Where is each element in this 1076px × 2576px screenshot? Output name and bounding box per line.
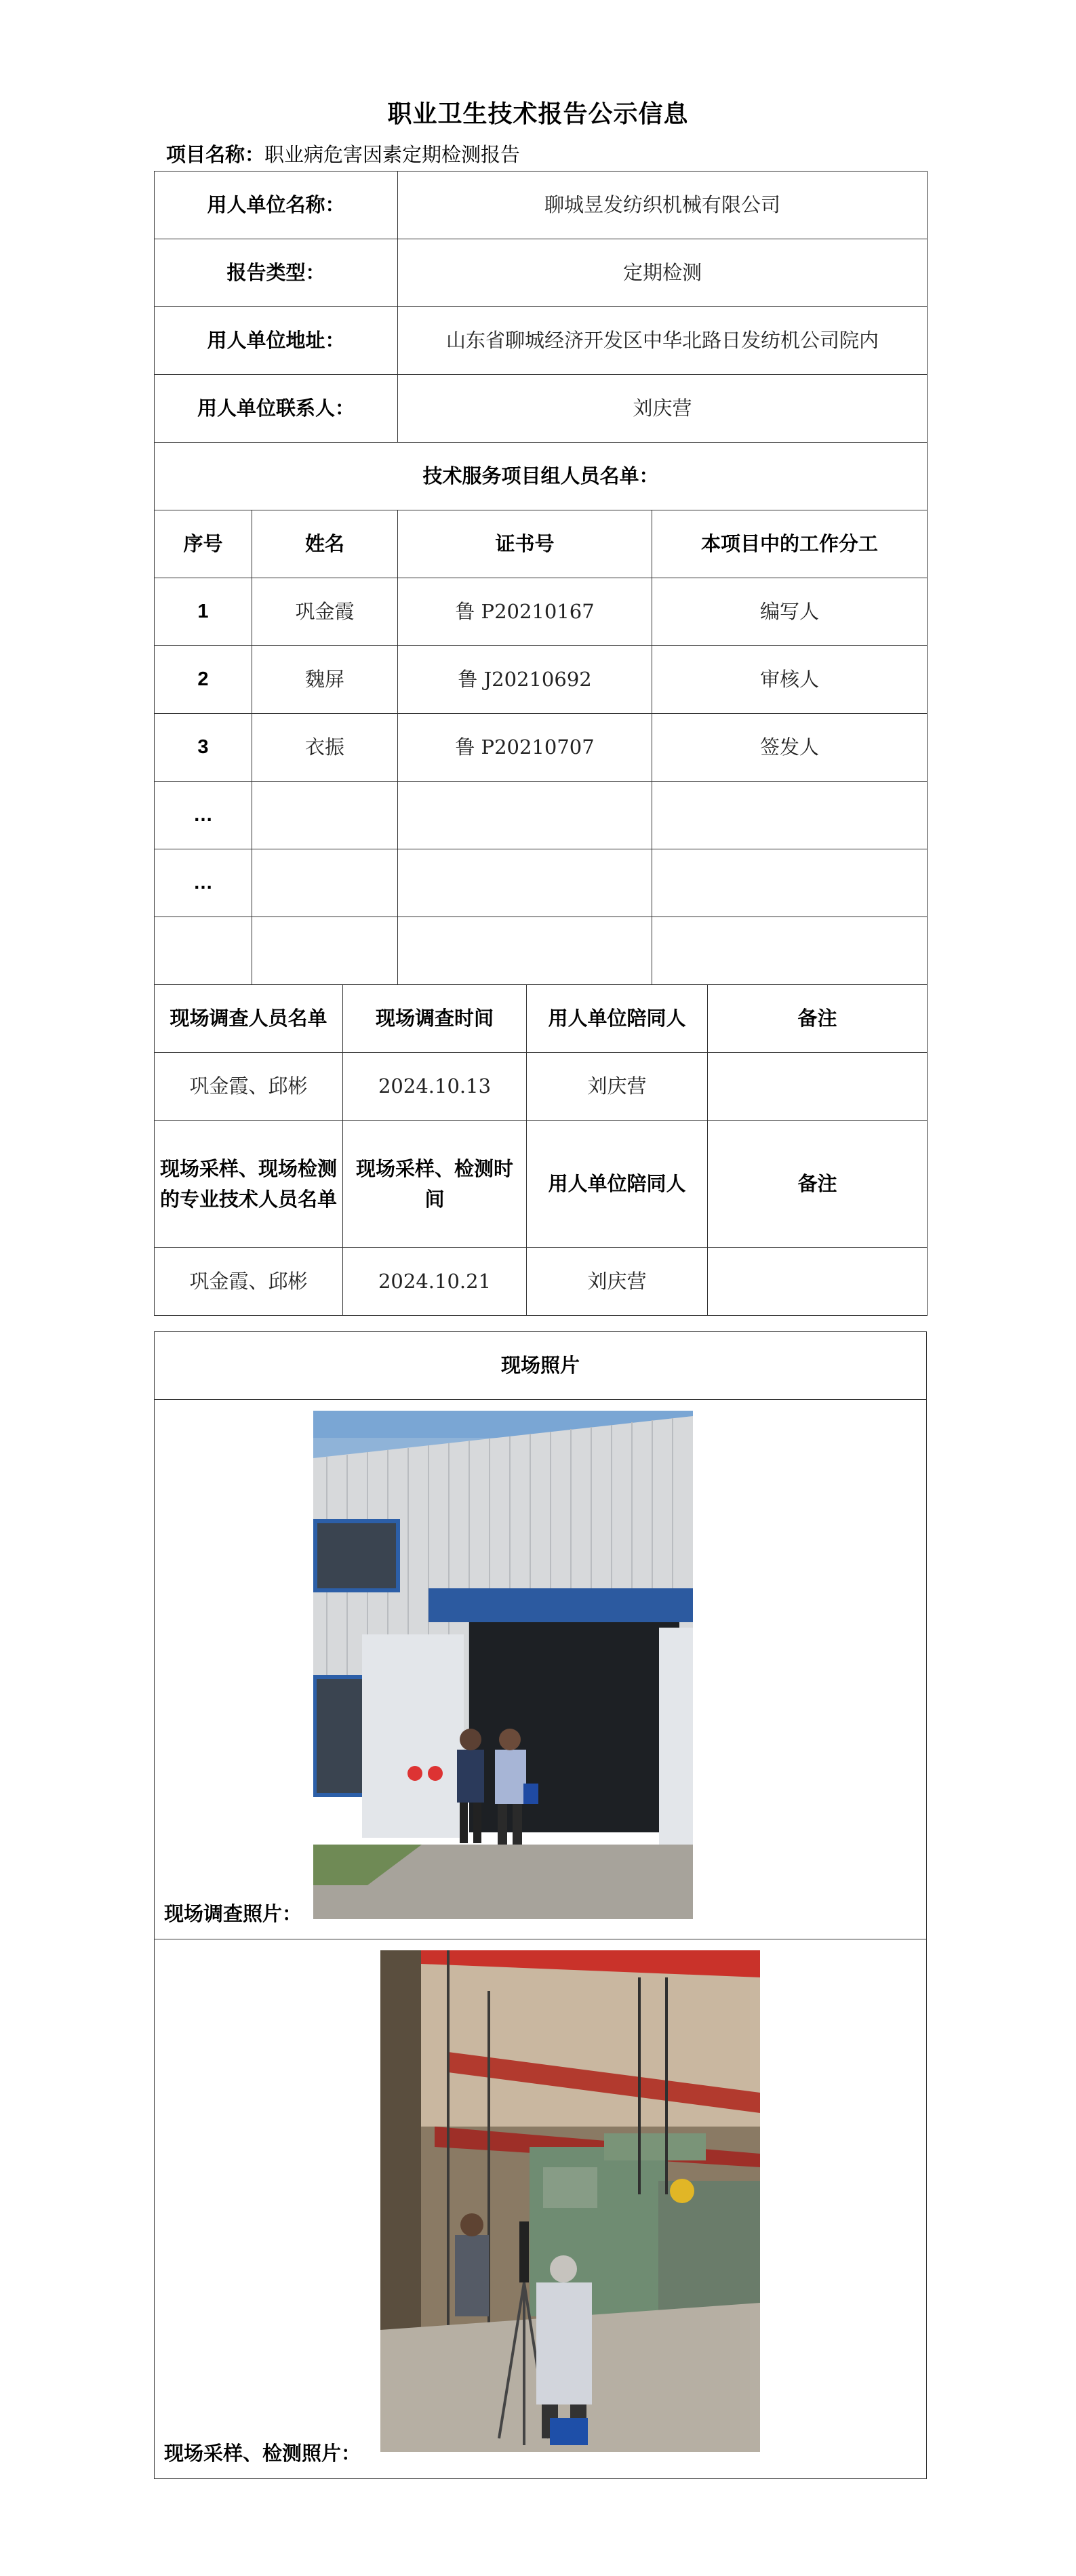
table-row bbox=[155, 578, 928, 646]
company-name-label: 用人单位名称： bbox=[155, 172, 398, 239]
team-name: 魏屏 bbox=[252, 646, 398, 714]
company-name-value: 聊城昱发纺织机械有限公司 bbox=[398, 172, 928, 239]
team-header-name: 姓名 bbox=[252, 510, 398, 578]
team-cert: 鲁 P20210167 bbox=[398, 578, 652, 646]
company-address-label: 用人单位地址： bbox=[155, 307, 398, 375]
info-table bbox=[154, 171, 928, 1316]
sampling-photo-cell bbox=[155, 1939, 927, 2479]
sampling-time: 2024.10.21 bbox=[343, 1248, 527, 1316]
sampling-header-people: 现场采样、现场检测的专业技术人员名单 bbox=[155, 1121, 343, 1248]
photo-section-title: 现场照片 bbox=[155, 1332, 927, 1400]
survey-photo-caption: 现场调查照片： bbox=[164, 1902, 302, 1926]
sampling-header-escort: 用人单位陪同人 bbox=[527, 1121, 708, 1248]
report-type-label: 报告类型： bbox=[155, 239, 398, 307]
team-role bbox=[652, 849, 928, 917]
survey-remark bbox=[708, 1053, 928, 1121]
table-row bbox=[155, 782, 928, 849]
survey-header-time: 现场调查时间 bbox=[343, 985, 527, 1053]
sampling-people: 巩金霞、邱彬 bbox=[155, 1248, 343, 1316]
team-role bbox=[652, 782, 928, 849]
team-header-no: 序号 bbox=[155, 510, 252, 578]
team-name bbox=[252, 849, 398, 917]
team-cert: 鲁 P20210707 bbox=[398, 714, 652, 782]
team-role: 签发人 bbox=[652, 714, 928, 782]
team-cert bbox=[398, 782, 652, 849]
company-contact-label: 用人单位联系人： bbox=[155, 375, 398, 443]
project-line bbox=[166, 140, 520, 167]
sampling-photo-caption: 现场采样、检测照片： bbox=[164, 2442, 361, 2466]
team-cert: 鲁 J20210692 bbox=[398, 646, 652, 714]
team-no bbox=[155, 917, 252, 985]
team-header-role: 本项目中的工作分工 bbox=[652, 510, 928, 578]
team-name bbox=[252, 917, 398, 985]
team-cert bbox=[398, 917, 652, 985]
team-no: … bbox=[155, 849, 252, 917]
company-address-value: 山东省聊城经济开发区中华北路日发纺机公司院内 bbox=[398, 307, 928, 375]
table-row bbox=[155, 714, 928, 782]
team-role: 编写人 bbox=[652, 578, 928, 646]
table-row bbox=[155, 646, 928, 714]
project-label: 项目名称： bbox=[166, 143, 265, 166]
survey-photo-cell bbox=[155, 1400, 927, 1939]
sampling-photo bbox=[380, 1950, 760, 2452]
survey-header-escort: 用人单位陪同人 bbox=[527, 985, 708, 1053]
team-title: 技术服务项目组人员名单： bbox=[155, 443, 928, 510]
page-title: 职业卫生技术报告公示信息 bbox=[387, 100, 689, 128]
survey-photo bbox=[313, 1411, 693, 1919]
team-no: 2 bbox=[155, 646, 252, 714]
survey-escort: 刘庆营 bbox=[527, 1053, 708, 1121]
survey-people: 巩金霞、邱彬 bbox=[155, 1053, 343, 1121]
team-role bbox=[652, 917, 928, 985]
photo-table bbox=[154, 1331, 927, 2479]
sampling-escort: 刘庆营 bbox=[527, 1248, 708, 1316]
sampling-remark bbox=[708, 1248, 928, 1316]
team-name: 巩金霞 bbox=[252, 578, 398, 646]
company-contact-value: 刘庆营 bbox=[398, 375, 928, 443]
survey-header-remark: 备注 bbox=[708, 985, 928, 1053]
team-role: 审核人 bbox=[652, 646, 928, 714]
project-value: 职业病危害因素定期检测报告 bbox=[264, 143, 521, 166]
team-no: … bbox=[155, 782, 252, 849]
report-type-value: 定期检测 bbox=[398, 239, 928, 307]
sampling-header-remark: 备注 bbox=[708, 1121, 928, 1248]
survey-header-people: 现场调查人员名单 bbox=[155, 985, 343, 1053]
team-cert bbox=[398, 849, 652, 917]
team-no: 1 bbox=[155, 578, 252, 646]
table-row bbox=[155, 849, 928, 917]
survey-time: 2024.10.13 bbox=[343, 1053, 527, 1121]
sampling-header-time: 现场采样、检测时间 bbox=[343, 1121, 527, 1248]
team-header-cert: 证书号 bbox=[398, 510, 652, 578]
team-name: 衣振 bbox=[252, 714, 398, 782]
team-name bbox=[252, 782, 398, 849]
table-row bbox=[155, 917, 928, 985]
team-no: 3 bbox=[155, 714, 252, 782]
